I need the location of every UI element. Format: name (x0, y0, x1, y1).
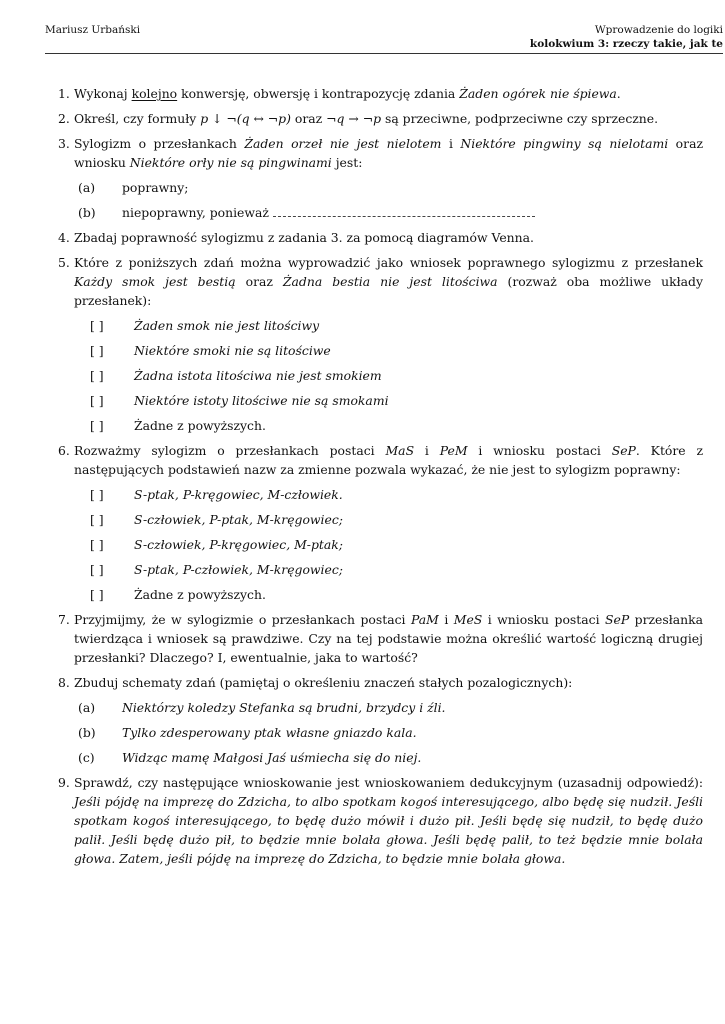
choice-option: [ ] S-ptak, P-człowiek, M-kręgowiec; (90, 562, 343, 577)
checkbox[interactable]: [ ] (90, 537, 104, 552)
checkbox[interactable]: [ ] (90, 393, 104, 408)
exercise-number: 4. (58, 230, 70, 245)
answer-b: (b) niepoprawny, ponieważ (74, 203, 703, 222)
exercise-number: 8. (58, 675, 70, 690)
checkbox[interactable]: [ ] (90, 318, 104, 333)
premise-1: Żaden orzeł nie jest nielotem (244, 136, 442, 151)
choice-option: [ ] S-ptak, P-kręgowiec, M-człowiek. (90, 487, 343, 502)
answer-blank-line[interactable] (273, 205, 535, 217)
exercise-4: 4. Zbadaj poprawność sylogizmu z zadania 3. za pomocą diagramów Venna. (58, 230, 534, 245)
exercise-number: 5. (58, 255, 70, 270)
exercise-5: 5. Które z poniższych zdań można wyprowadzić jako wniosek poprawnego sylogizmu z przesłanek Każdy smok jest bestią oraz Żadna bestia nie jest litościwa (rozważ oba możliwe układy przesłanek): [ ] Żaden smok nie jest litościwy [ ] Niektóre smoki nie są litościwe [ ] Żadna istota litościwa nie jest smokiem [ ] Niektóre istoty litościwe nie są smokami [ ] Żadne z powyższych. (58, 255, 703, 433)
exam-subtitle: kolokwium 3: rzeczy takie, jak te (529, 38, 723, 50)
checkbox[interactable]: [ ] (90, 562, 104, 577)
choice-option: [ ] S-człowiek, P-kręgowiec, M-ptak; (90, 537, 343, 552)
premise-2: Żadna bestia nie jest litościwa (282, 274, 498, 289)
choice-option-none: [ ] Żadne z powyższych. (90, 587, 266, 602)
exercise-number: 2. (58, 111, 70, 126)
course-title: Wprowadzenie do logiki (594, 24, 723, 36)
checkbox[interactable]: [ ] (90, 587, 104, 602)
exercise-number: 1. (58, 86, 70, 101)
premise-2: Niektóre pingwiny są nielotami (460, 136, 669, 151)
exercise-1: 1. Wykonaj kolejno konwersję, obwersję i kontrapozycję zdania Żaden ogórek nie śpiewa. (58, 86, 621, 101)
argument-text: Jeśli pójdę na imprezę do Zdzicha, to albo spotkam kogoś interesującego, albo będę się nudził. Jeśli spotkam kogoś interesującego, to będę dużo mówił i dużo pił. Jeśli będę się nudził, to będę dużo palił. Jeśli będę dużo pił, to będzie mnie bolała głowa. Jeśli będę palił, to też będzie mnie bolała głowa. Zatem, jeśli pójdę na imprezę do Zdzicha, to będzie mnie bolała głowa. (74, 794, 703, 866)
checkbox[interactable]: [ ] (90, 512, 104, 527)
author-name: Mariusz Urbański (45, 24, 141, 36)
exercise-list (58, 84, 703, 874)
header-rule (45, 53, 723, 54)
choice-option: [ ] Żadna istota litościwa nie jest smokiem (90, 368, 382, 383)
choice-option: [ ] Żaden smok nie jest litościwy (90, 318, 320, 333)
checkbox[interactable]: [ ] (90, 343, 104, 358)
sentence-c: (c) Widząc mamę Małgosi Jaś uśmiecha się do niej. (78, 750, 422, 765)
exercise-8: 8. Zbuduj schematy zdań (pamiętaj o określeniu znaczeń stałych pozalogicznych): (a) Niektórzy koledzy Stefanka są brudni, brzydcy i źli. (b) Tylko zdesperowany ptak własne gniazdo kala. (c) Widząc mamę Małgosi Jaś uśmiecha się do niej. (58, 673, 703, 767)
exercise-9: 9. Sprawdź, czy następujące wnioskowanie jest wnioskowaniem dedukcyjnym (uzasadnij odpowiedź): Jeśli pójdę na imprezę do Zdzicha, to albo spotkam kogoś interesującego, albo będę się nudził. Jeśli spotkam kogoś interesującego, to będę dużo mówił i dużo pił. Jeśli będę się nudził, to będę dużo palił. Jeśli będę dużo pił, to będzie mnie bolała głowa. Jeśli będę palił, to też będzie mnie bolała głowa. Zatem, jeśli pójdę na imprezę do Zdzicha, to będzie mnie bolała głowa. (58, 775, 703, 866)
exercise-number: 6. (58, 443, 70, 458)
exercise-6: 6. Rozważmy sylogizm o przesłankach postaci MaS i PeM i wniosku postaci SeP. Które z następujących podstawień nazw za zmienne pozwala wykazać, że nie jest to sylogizm poprawny: [ ] S-ptak, P-kręgowiec, M-człowiek. [ ] S-człowiek, P-ptak, M-kręgowiec; [ ] S-człowiek, P-kręgowiec, M-ptak; [ ] S-ptak, P-człowiek, M-kręgowiec; [ ] Żadne z powyższych. (58, 443, 704, 602)
exercise-number: 9. (58, 775, 70, 790)
sentence-b: (b) Tylko zdesperowany ptak własne gniazdo kala. (78, 725, 417, 740)
premise-1: Każdy smok jest bestią (74, 274, 236, 289)
choice-option: [ ] Niektóre istoty litościwe nie są smokami (90, 393, 389, 408)
exercise-number: 3. (58, 136, 70, 151)
sentence: Żaden ogórek nie śpiewa (459, 86, 617, 101)
formula-1: p ↓ ¬(q ↔ ¬p) (200, 111, 291, 126)
exercise-number: 7. (58, 612, 70, 627)
underlined-word: kolejno (131, 86, 178, 101)
choice-option: [ ] S-człowiek, P-ptak, M-kręgowiec; (90, 512, 343, 527)
exercise-2: 2. Określ, czy formuły p ↓ ¬(q ↔ ¬p) oraz ¬q → ¬p są przeciwne, podprzeciwne czy sprzeczne. (58, 111, 659, 126)
choice-option: [ ] Niektóre smoki nie są litościwe (90, 343, 331, 358)
conclusion: Niektóre orły nie są pingwinami (129, 155, 332, 170)
checkbox[interactable]: [ ] (90, 487, 104, 502)
formula-2: ¬q → ¬p (326, 111, 382, 126)
page-header (45, 24, 723, 58)
exercise-3: 3. Sylogizm o przesłankach Żaden orzeł nie jest nielotem i Niektóre pingwiny są nielotami oraz wniosku Niektóre orły nie są pingwinami jest: (a) poprawny; (b) niepoprawny, ponieważ (58, 136, 703, 220)
answer-a: (a) poprawny; (78, 180, 189, 195)
checkbox[interactable]: [ ] (90, 368, 104, 383)
exercise-7: 7. Przyjmijmy, że w sylogizmie o przesłankach postaci PaM i MeS i wniosku postaci SeP przesłanka twierdząca i wniosek są prawdziwe. Czy na tej podstawie można określić wartość logiczną drugiej przesłanki? Dlaczego? I, ewentualnie, jaka to wartość? (58, 612, 704, 665)
choice-option-none: [ ] Żadne z powyższych. (90, 418, 266, 433)
sentence-a: (a) Niektórzy koledzy Stefanka są brudni, brzydcy i źli. (78, 700, 446, 715)
checkbox[interactable]: [ ] (90, 418, 104, 433)
